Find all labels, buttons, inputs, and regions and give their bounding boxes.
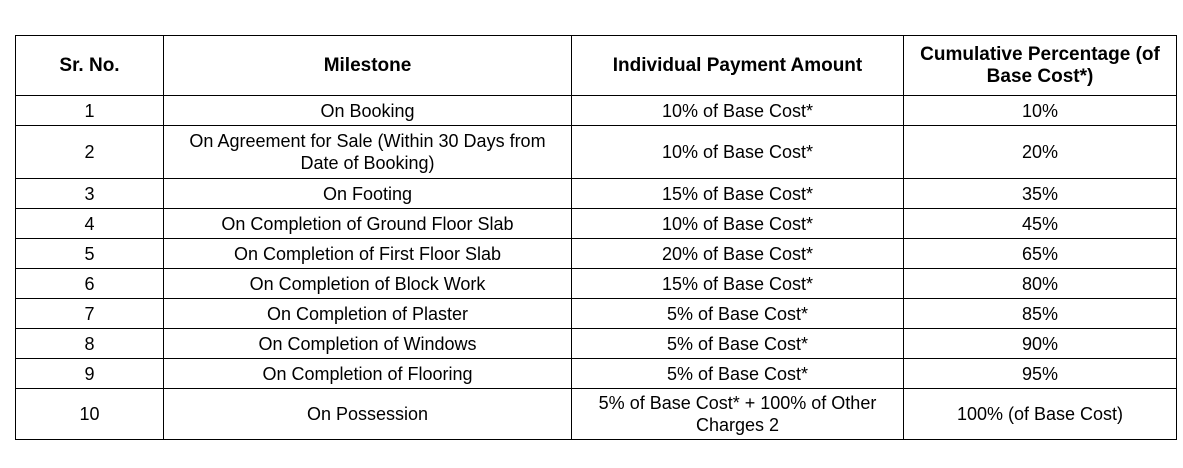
payment-schedule-table (15, 35, 1177, 440)
header-individual-payment-amount: Individual Payment Amount (572, 36, 904, 96)
table-row (16, 359, 1177, 389)
cell-sr-no: 8 (16, 329, 164, 359)
cell-payment-amount: 5% of Base Cost* (572, 299, 904, 329)
table-row (16, 299, 1177, 329)
table-row (16, 209, 1177, 239)
cell-sr-no: 6 (16, 269, 164, 299)
cell-sr-no: 3 (16, 179, 164, 209)
cell-payment-amount: 15% of Base Cost* (572, 269, 904, 299)
table-row (16, 126, 1177, 179)
table-row (16, 239, 1177, 269)
cell-payment-amount: 10% of Base Cost* (572, 96, 904, 126)
cell-cumulative: 45% (904, 209, 1177, 239)
payment-schedule (15, 35, 1177, 440)
cell-milestone: On Completion of Plaster (164, 299, 572, 329)
cell-milestone: On Completion of Ground Floor Slab (164, 209, 572, 239)
cell-milestone: On Possession (164, 389, 572, 440)
cell-payment-amount: 10% of Base Cost* (572, 209, 904, 239)
cell-sr-no: 1 (16, 96, 164, 126)
cell-milestone: On Completion of First Floor Slab (164, 239, 572, 269)
cell-milestone: On Completion of Flooring (164, 359, 572, 389)
cell-cumulative: 85% (904, 299, 1177, 329)
cell-cumulative: 100% (of Base Cost) (904, 389, 1177, 440)
cell-sr-no: 4 (16, 209, 164, 239)
cell-payment-amount: 20% of Base Cost* (572, 239, 904, 269)
cell-payment-amount: 10% of Base Cost* (572, 126, 904, 179)
cell-cumulative: 80% (904, 269, 1177, 299)
table-row (16, 269, 1177, 299)
cell-sr-no: 5 (16, 239, 164, 269)
table-row (16, 389, 1177, 440)
cell-cumulative: 95% (904, 359, 1177, 389)
header-row (16, 36, 1177, 96)
cell-payment-amount: 5% of Base Cost* + 100% of Other Charges 2 (572, 389, 904, 440)
cell-cumulative: 90% (904, 329, 1177, 359)
cell-milestone: On Completion of Windows (164, 329, 572, 359)
cell-sr-no: 2 (16, 126, 164, 179)
cell-payment-amount: 15% of Base Cost* (572, 179, 904, 209)
header-cumulative-percentage: Cumulative Percentage (of Base Cost*) (904, 36, 1177, 96)
cell-sr-no: 9 (16, 359, 164, 389)
cell-cumulative: 65% (904, 239, 1177, 269)
cell-sr-no: 10 (16, 389, 164, 440)
cell-cumulative: 20% (904, 126, 1177, 179)
cell-milestone: On Agreement for Sale (Within 30 Days from Date of Booking) (164, 126, 572, 179)
cell-milestone: On Booking (164, 96, 572, 126)
table-row (16, 96, 1177, 126)
cell-cumulative: 10% (904, 96, 1177, 126)
cell-payment-amount: 5% of Base Cost* (572, 359, 904, 389)
cell-payment-amount: 5% of Base Cost* (572, 329, 904, 359)
table-row (16, 179, 1177, 209)
header-sr-no: Sr. No. (16, 36, 164, 96)
cell-milestone: On Completion of Block Work (164, 269, 572, 299)
cell-cumulative: 35% (904, 179, 1177, 209)
cell-sr-no: 7 (16, 299, 164, 329)
header-milestone: Milestone (164, 36, 572, 96)
table-row (16, 329, 1177, 359)
cell-milestone: On Footing (164, 179, 572, 209)
